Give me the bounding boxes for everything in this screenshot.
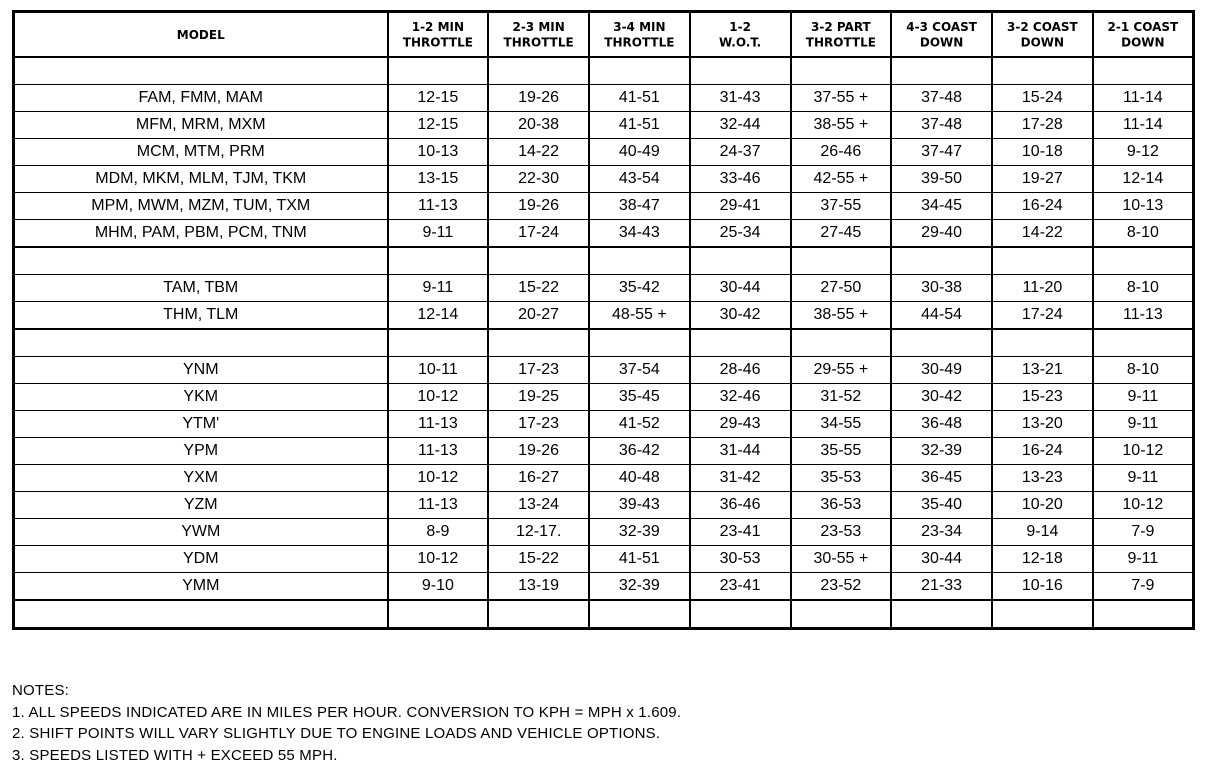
- speed-cell: [992, 57, 1093, 85]
- speed-cell: 36-46: [690, 492, 791, 519]
- speed-cell: [791, 247, 892, 275]
- speed-cell: 10-12: [388, 465, 489, 492]
- model-cell: YZM: [14, 492, 388, 519]
- blank-row: [14, 247, 1194, 275]
- speed-cell: 19-26: [488, 193, 589, 220]
- speed-cell: 33-46: [690, 166, 791, 193]
- speed-cell: 21-33: [891, 573, 992, 601]
- speed-cell: [690, 329, 791, 357]
- table-row: [14, 519, 1194, 546]
- table-row: [14, 193, 1194, 220]
- speed-cell: 10-12: [388, 384, 489, 411]
- model-cell: [14, 329, 388, 357]
- speed-cell: 32-44: [690, 112, 791, 139]
- speed-cell: [488, 329, 589, 357]
- table-header: [14, 12, 1194, 58]
- speed-cell: 35-42: [589, 275, 690, 302]
- speed-cell: 30-53: [690, 546, 791, 573]
- speed-cell: 11-13: [388, 438, 489, 465]
- header-col-4: [690, 10, 791, 58]
- speed-cell: 31-52: [791, 384, 892, 411]
- table-row: [14, 438, 1194, 465]
- table-row: [14, 85, 1194, 112]
- speed-cell: 17-24: [488, 220, 589, 248]
- speed-cell: 37-55: [791, 193, 892, 220]
- speed-cell: 35-45: [589, 384, 690, 411]
- header-model: [14, 10, 388, 58]
- speed-cell: [388, 329, 489, 357]
- speed-cell: [388, 600, 489, 629]
- speed-cell: 9-14: [992, 519, 1093, 546]
- speed-cell: [488, 57, 589, 85]
- speed-cell: 35-55: [791, 438, 892, 465]
- speed-cell: [388, 57, 489, 85]
- speed-cell: 29-43: [690, 411, 791, 438]
- speed-cell: 15-22: [488, 546, 589, 573]
- blank-row: [14, 600, 1194, 629]
- notes-title: NOTES:: [12, 682, 70, 699]
- speed-cell: [690, 247, 791, 275]
- header-line: 1-2: [729, 18, 751, 34]
- speed-cell: 38-55 +: [791, 112, 892, 139]
- speed-cell: 31-42: [690, 465, 791, 492]
- speed-cell: 30-42: [690, 302, 791, 330]
- model-cell: YWM: [14, 519, 388, 546]
- speed-cell: 23-41: [690, 519, 791, 546]
- table-row: [14, 492, 1194, 519]
- header-col-2: [488, 10, 589, 58]
- speed-cell: [488, 247, 589, 275]
- speed-cell: 11-20: [992, 275, 1093, 302]
- model-cell: MHM, PAM, PBM, PCM, TNM: [14, 220, 388, 248]
- speed-cell: 42-55 +: [791, 166, 892, 193]
- speed-cell: 13-23: [992, 465, 1093, 492]
- speed-cell: 29-40: [891, 220, 992, 248]
- speed-cell: [690, 57, 791, 85]
- speed-cell: 12-14: [388, 302, 489, 330]
- speed-cell: 40-49: [589, 139, 690, 166]
- speed-cell: [891, 600, 992, 629]
- speed-cell: 37-48: [891, 85, 992, 112]
- model-cell: MDM, MKM, MLM, TJM, TKM: [14, 166, 388, 193]
- speed-cell: 37-54: [589, 357, 690, 384]
- speed-cell: 34-45: [891, 193, 992, 220]
- speed-cell: [891, 329, 992, 357]
- speed-cell: 32-39: [589, 519, 690, 546]
- table-row: [14, 465, 1194, 492]
- speed-cell: 23-41: [690, 573, 791, 601]
- header-col-3: [589, 10, 690, 58]
- speed-cell: 25-34: [690, 220, 791, 248]
- speed-cell: 10-16: [992, 573, 1093, 601]
- speed-cell: [891, 247, 992, 275]
- note-3: 3. SPEEDS LISTED WITH + EXCEED 55 MPH.: [12, 746, 338, 764]
- speed-cell: 8-10: [1093, 357, 1194, 384]
- speed-cell: 22-30: [488, 166, 589, 193]
- speed-cell: 11-14: [1093, 112, 1194, 139]
- speed-cell: 30-44: [891, 546, 992, 573]
- model-cell: THM, TLM: [14, 302, 388, 330]
- speed-cell: 10-12: [388, 546, 489, 573]
- speed-cell: 12-15: [388, 112, 489, 139]
- speed-cell: 17-28: [992, 112, 1093, 139]
- speed-cell: 16-24: [992, 438, 1093, 465]
- speed-cell: 23-52: [791, 573, 892, 601]
- speed-cell: 10-11: [388, 357, 489, 384]
- speed-cell: 40-48: [589, 465, 690, 492]
- speed-cell: 37-47: [891, 139, 992, 166]
- speed-cell: 39-50: [891, 166, 992, 193]
- speed-cell: 13-15: [388, 166, 489, 193]
- model-cell: FAM, FMM, MAM: [14, 85, 388, 112]
- speed-cell: 13-24: [488, 492, 589, 519]
- speed-cell: 11-13: [388, 411, 489, 438]
- speed-cell: 14-22: [992, 220, 1093, 248]
- speed-cell: 15-24: [992, 85, 1093, 112]
- speed-cell: 36-53: [791, 492, 892, 519]
- speed-cell: 29-41: [690, 193, 791, 220]
- speed-cell: [690, 600, 791, 629]
- speed-cell: 13-20: [992, 411, 1093, 438]
- table-row: [14, 546, 1194, 573]
- header-line: 3-2 PART: [811, 18, 871, 34]
- model-cell: YTM': [14, 411, 388, 438]
- table-body: [14, 57, 1194, 629]
- speed-cell: 8-10: [1093, 275, 1194, 302]
- header-line: THROTTLE: [503, 34, 574, 50]
- speed-cell: 35-53: [791, 465, 892, 492]
- header-col-6: [891, 10, 992, 58]
- speed-cell: 31-43: [690, 85, 791, 112]
- speed-cell: 9-11: [1093, 465, 1194, 492]
- header-line: 2-3 MIN: [512, 18, 565, 34]
- speed-cell: 13-19: [488, 573, 589, 601]
- header-line: 2-1 COAST: [1107, 18, 1179, 34]
- speed-cell: 11-13: [388, 193, 489, 220]
- speed-cell: 38-47: [589, 193, 690, 220]
- speed-cell: 31-44: [690, 438, 791, 465]
- speed-cell: [589, 57, 690, 85]
- speed-cell: [791, 329, 892, 357]
- header-line: DOWN: [1121, 34, 1165, 50]
- header-row: [14, 12, 1194, 58]
- speed-cell: 7-9: [1093, 519, 1194, 546]
- speed-cell: 23-53: [791, 519, 892, 546]
- speed-cell: 41-52: [589, 411, 690, 438]
- speed-cell: 34-55: [791, 411, 892, 438]
- speed-cell: 15-23: [992, 384, 1093, 411]
- speed-cell: 13-21: [992, 357, 1093, 384]
- model-cell: MCM, MTM, PRM: [14, 139, 388, 166]
- model-cell: YKM: [14, 384, 388, 411]
- table-row: [14, 166, 1194, 193]
- speed-cell: 12-14: [1093, 166, 1194, 193]
- speed-cell: 27-45: [791, 220, 892, 248]
- speed-cell: 10-18: [992, 139, 1093, 166]
- speed-cell: 7-9: [1093, 573, 1194, 601]
- speed-cell: [791, 57, 892, 85]
- table-row: [14, 220, 1194, 248]
- model-cell: YDM: [14, 546, 388, 573]
- speed-cell: 11-14: [1093, 85, 1194, 112]
- notes-section: [12, 680, 681, 766]
- speed-cell: [589, 247, 690, 275]
- speed-cell: 24-37: [690, 139, 791, 166]
- speed-cell: 19-26: [488, 85, 589, 112]
- header-col-1: [388, 10, 489, 58]
- header-line: THROTTLE: [604, 34, 675, 50]
- table-row: [14, 573, 1194, 601]
- model-cell: YPM: [14, 438, 388, 465]
- speed-cell: 43-54: [589, 166, 690, 193]
- speed-cell: 16-27: [488, 465, 589, 492]
- speed-cell: [992, 329, 1093, 357]
- speed-cell: 10-13: [1093, 193, 1194, 220]
- speed-cell: 48-55 +: [589, 302, 690, 330]
- speed-cell: 41-51: [589, 112, 690, 139]
- speed-cell: 37-48: [891, 112, 992, 139]
- speed-cell: 30-49: [891, 357, 992, 384]
- header-line: THROTTLE: [402, 34, 473, 50]
- speed-cell: 12-17.: [488, 519, 589, 546]
- speed-cell: 9-12: [1093, 139, 1194, 166]
- speed-cell: 9-11: [388, 220, 489, 248]
- speed-cell: 12-18: [992, 546, 1093, 573]
- model-cell: YXM: [14, 465, 388, 492]
- speed-cell: 17-23: [488, 411, 589, 438]
- speed-cell: 28-46: [690, 357, 791, 384]
- header-line: 3-2 COAST: [1007, 18, 1078, 34]
- speed-cell: 16-24: [992, 193, 1093, 220]
- table-row: [14, 384, 1194, 411]
- model-cell: [14, 600, 388, 629]
- speed-cell: [589, 600, 690, 629]
- speed-cell: 20-27: [488, 302, 589, 330]
- model-cell: MPM, MWM, MZM, TUM, TXM: [14, 193, 388, 220]
- table-row: [14, 139, 1194, 166]
- model-cell: MFM, MRM, MXM: [14, 112, 388, 139]
- shift-speed-table: [12, 10, 1195, 630]
- header-line: 4-3 COAST: [906, 18, 977, 34]
- header-line: DOWN: [1020, 34, 1065, 50]
- note-1: 1. ALL SPEEDS INDICATED ARE IN MILES PER HOUR. CONVERSION TO KPH = MPH x 1.609.: [12, 703, 682, 721]
- table-row: [14, 411, 1194, 438]
- header-line: 1-2 MIN: [411, 18, 465, 34]
- speed-cell: [388, 247, 489, 275]
- model-cell: [14, 57, 388, 85]
- speed-cell: 32-46: [690, 384, 791, 411]
- speed-cell: [992, 600, 1093, 629]
- header-col-8: [1093, 10, 1194, 58]
- header-col-7: [992, 10, 1093, 58]
- speed-cell: 36-42: [589, 438, 690, 465]
- speed-cell: [1093, 57, 1194, 85]
- speed-cell: 9-11: [388, 275, 489, 302]
- speed-cell: 30-44: [690, 275, 791, 302]
- speed-cell: 10-13: [388, 139, 489, 166]
- blank-row: [14, 329, 1194, 357]
- speed-cell: 35-40: [891, 492, 992, 519]
- speed-cell: [488, 600, 589, 629]
- speed-cell: 32-39: [891, 438, 992, 465]
- speed-cell: [1093, 600, 1194, 629]
- table-row: [14, 302, 1194, 330]
- header-line: THROTTLE: [805, 34, 876, 50]
- speed-cell: 9-11: [1093, 546, 1194, 573]
- speed-cell: 19-27: [992, 166, 1093, 193]
- model-cell: TAM, TBM: [14, 275, 388, 302]
- note-2: 2. SHIFT POINTS WILL VARY SLIGHTLY DUE TO ENGINE LOADS AND VEHICLE OPTIONS.: [12, 725, 661, 742]
- speed-cell: [589, 329, 690, 357]
- speed-cell: 32-39: [589, 573, 690, 601]
- speed-cell: 26-46: [791, 139, 892, 166]
- speed-cell: 30-38: [891, 275, 992, 302]
- speed-cell: 12-15: [388, 85, 489, 112]
- blank-row: [14, 57, 1194, 85]
- speed-cell: 10-20: [992, 492, 1093, 519]
- header-line: W.O.T.: [719, 34, 762, 50]
- speed-cell: 17-24: [992, 302, 1093, 330]
- speed-cell: 10-12: [1093, 492, 1194, 519]
- speed-cell: [891, 57, 992, 85]
- speed-cell: 29-55 +: [791, 357, 892, 384]
- speed-cell: 17-23: [488, 357, 589, 384]
- speed-cell: 36-45: [891, 465, 992, 492]
- speed-cell: [791, 600, 892, 629]
- speed-cell: 27-50: [791, 275, 892, 302]
- speed-cell: [992, 247, 1093, 275]
- speed-cell: 36-48: [891, 411, 992, 438]
- model-cell: [14, 247, 388, 275]
- speed-cell: 8-9: [388, 519, 489, 546]
- speed-cell: 41-51: [589, 546, 690, 573]
- speed-cell: 9-11: [1093, 384, 1194, 411]
- header-line: MODEL: [176, 26, 225, 42]
- speed-cell: 39-43: [589, 492, 690, 519]
- speed-cell: [1093, 329, 1194, 357]
- speed-cell: 34-43: [589, 220, 690, 248]
- header-col-5: [791, 10, 892, 58]
- speed-cell: 20-38: [488, 112, 589, 139]
- speed-cell: 44-54: [891, 302, 992, 330]
- speed-cell: 15-22: [488, 275, 589, 302]
- table-row: [14, 275, 1194, 302]
- speed-cell: [1093, 247, 1194, 275]
- speed-cell: 37-55 +: [791, 85, 892, 112]
- speed-cell: 9-10: [388, 573, 489, 601]
- speed-cell: 19-26: [488, 438, 589, 465]
- header-line: DOWN: [919, 34, 964, 50]
- speed-cell: 23-34: [891, 519, 992, 546]
- speed-cell: 19-25: [488, 384, 589, 411]
- speed-cell: 11-13: [388, 492, 489, 519]
- speed-cell: 41-51: [589, 85, 690, 112]
- table-row: [14, 357, 1194, 384]
- speed-cell: 30-42: [891, 384, 992, 411]
- speed-cell: 9-11: [1093, 411, 1194, 438]
- header-line: 3-4 MIN: [613, 18, 666, 34]
- table-row: [14, 112, 1194, 139]
- model-cell: YMM: [14, 573, 388, 601]
- model-cell: YNM: [14, 357, 388, 384]
- speed-cell: 38-55 +: [791, 302, 892, 330]
- speed-cell: 8-10: [1093, 220, 1194, 248]
- speed-cell: 10-12: [1093, 438, 1194, 465]
- speed-cell: 11-13: [1093, 302, 1194, 330]
- speed-cell: 30-55 +: [791, 546, 892, 573]
- speed-cell: 14-22: [488, 139, 589, 166]
